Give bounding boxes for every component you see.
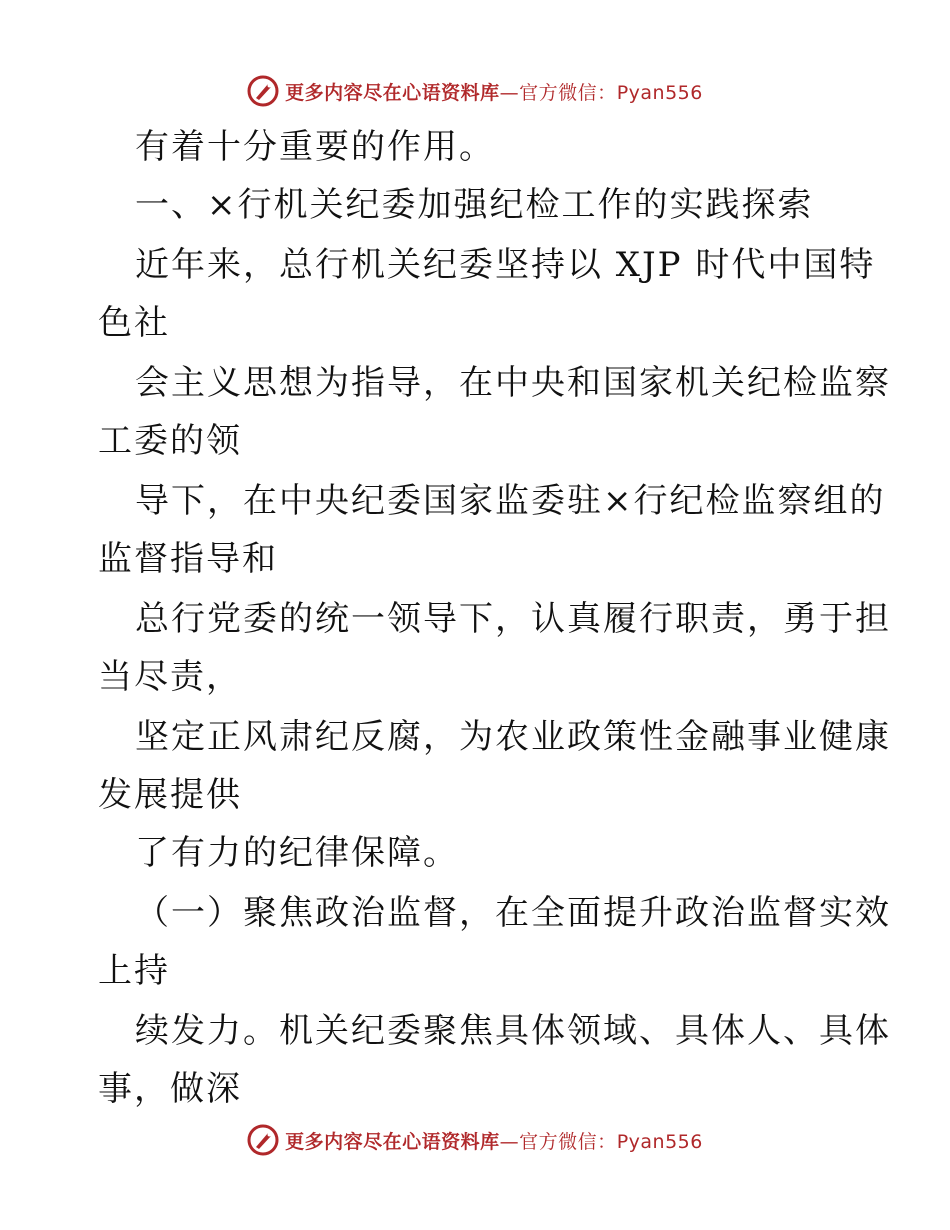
body-line: 发展提供 bbox=[98, 775, 242, 815]
watermark-brand: 更多内容尽在心语资料库 bbox=[285, 81, 500, 104]
body-line: 当尽责， bbox=[98, 657, 242, 697]
subsection-heading: （一）聚焦政治监督，在全面提升政治监督实效 bbox=[135, 893, 891, 933]
watermark-dash: — bbox=[499, 1130, 520, 1153]
body-line: 会主义思想为指导，在中央和国家机关纪检监察 bbox=[135, 363, 891, 403]
body-line: 总行党委的统一领导下，认真履行职责，勇于担 bbox=[135, 599, 891, 639]
watermark-dash: — bbox=[499, 81, 520, 104]
body-line: 色社 bbox=[98, 303, 170, 343]
watermark-brand: 更多内容尽在心语资料库 bbox=[285, 1130, 500, 1153]
watermark-wechat-id: Pyan556 bbox=[616, 81, 703, 104]
watermark-text bbox=[285, 78, 703, 105]
body-line: 近年来，总行机关纪委坚持以 XJP 时代中国特 bbox=[135, 245, 876, 285]
body-line: 导下，在中央纪委国家监委驻×行纪检监察组的 bbox=[135, 481, 886, 521]
section-heading: 一、×行机关纪委加强纪检工作的实践探索 bbox=[135, 185, 814, 225]
body-line: 监督指导和 bbox=[98, 539, 278, 579]
body-line: 工委的领 bbox=[98, 421, 242, 461]
body-line: 了有力的纪律保障。 bbox=[135, 833, 459, 873]
header-watermark bbox=[0, 71, 950, 111]
body-line: 有着十分重要的作用。 bbox=[135, 127, 495, 167]
body-line: 事，做深 bbox=[98, 1069, 242, 1109]
watermark-text bbox=[285, 1127, 703, 1154]
body-line: 坚定正风肃纪反腐，为农业政策性金融事业健康 bbox=[135, 717, 891, 757]
pen-logo-icon bbox=[247, 1124, 279, 1156]
watermark-wechat-id: Pyan556 bbox=[616, 1130, 703, 1153]
footer-watermark bbox=[0, 1120, 950, 1160]
watermark-wechat-label: 官方微信： bbox=[519, 81, 617, 104]
body-line: 续发力。机关纪委聚焦具体领域、具体人、具体 bbox=[135, 1011, 891, 1051]
pen-logo-icon bbox=[247, 75, 279, 107]
body-line: 上持 bbox=[98, 951, 170, 991]
watermark-wechat-label: 官方微信： bbox=[519, 1130, 617, 1153]
